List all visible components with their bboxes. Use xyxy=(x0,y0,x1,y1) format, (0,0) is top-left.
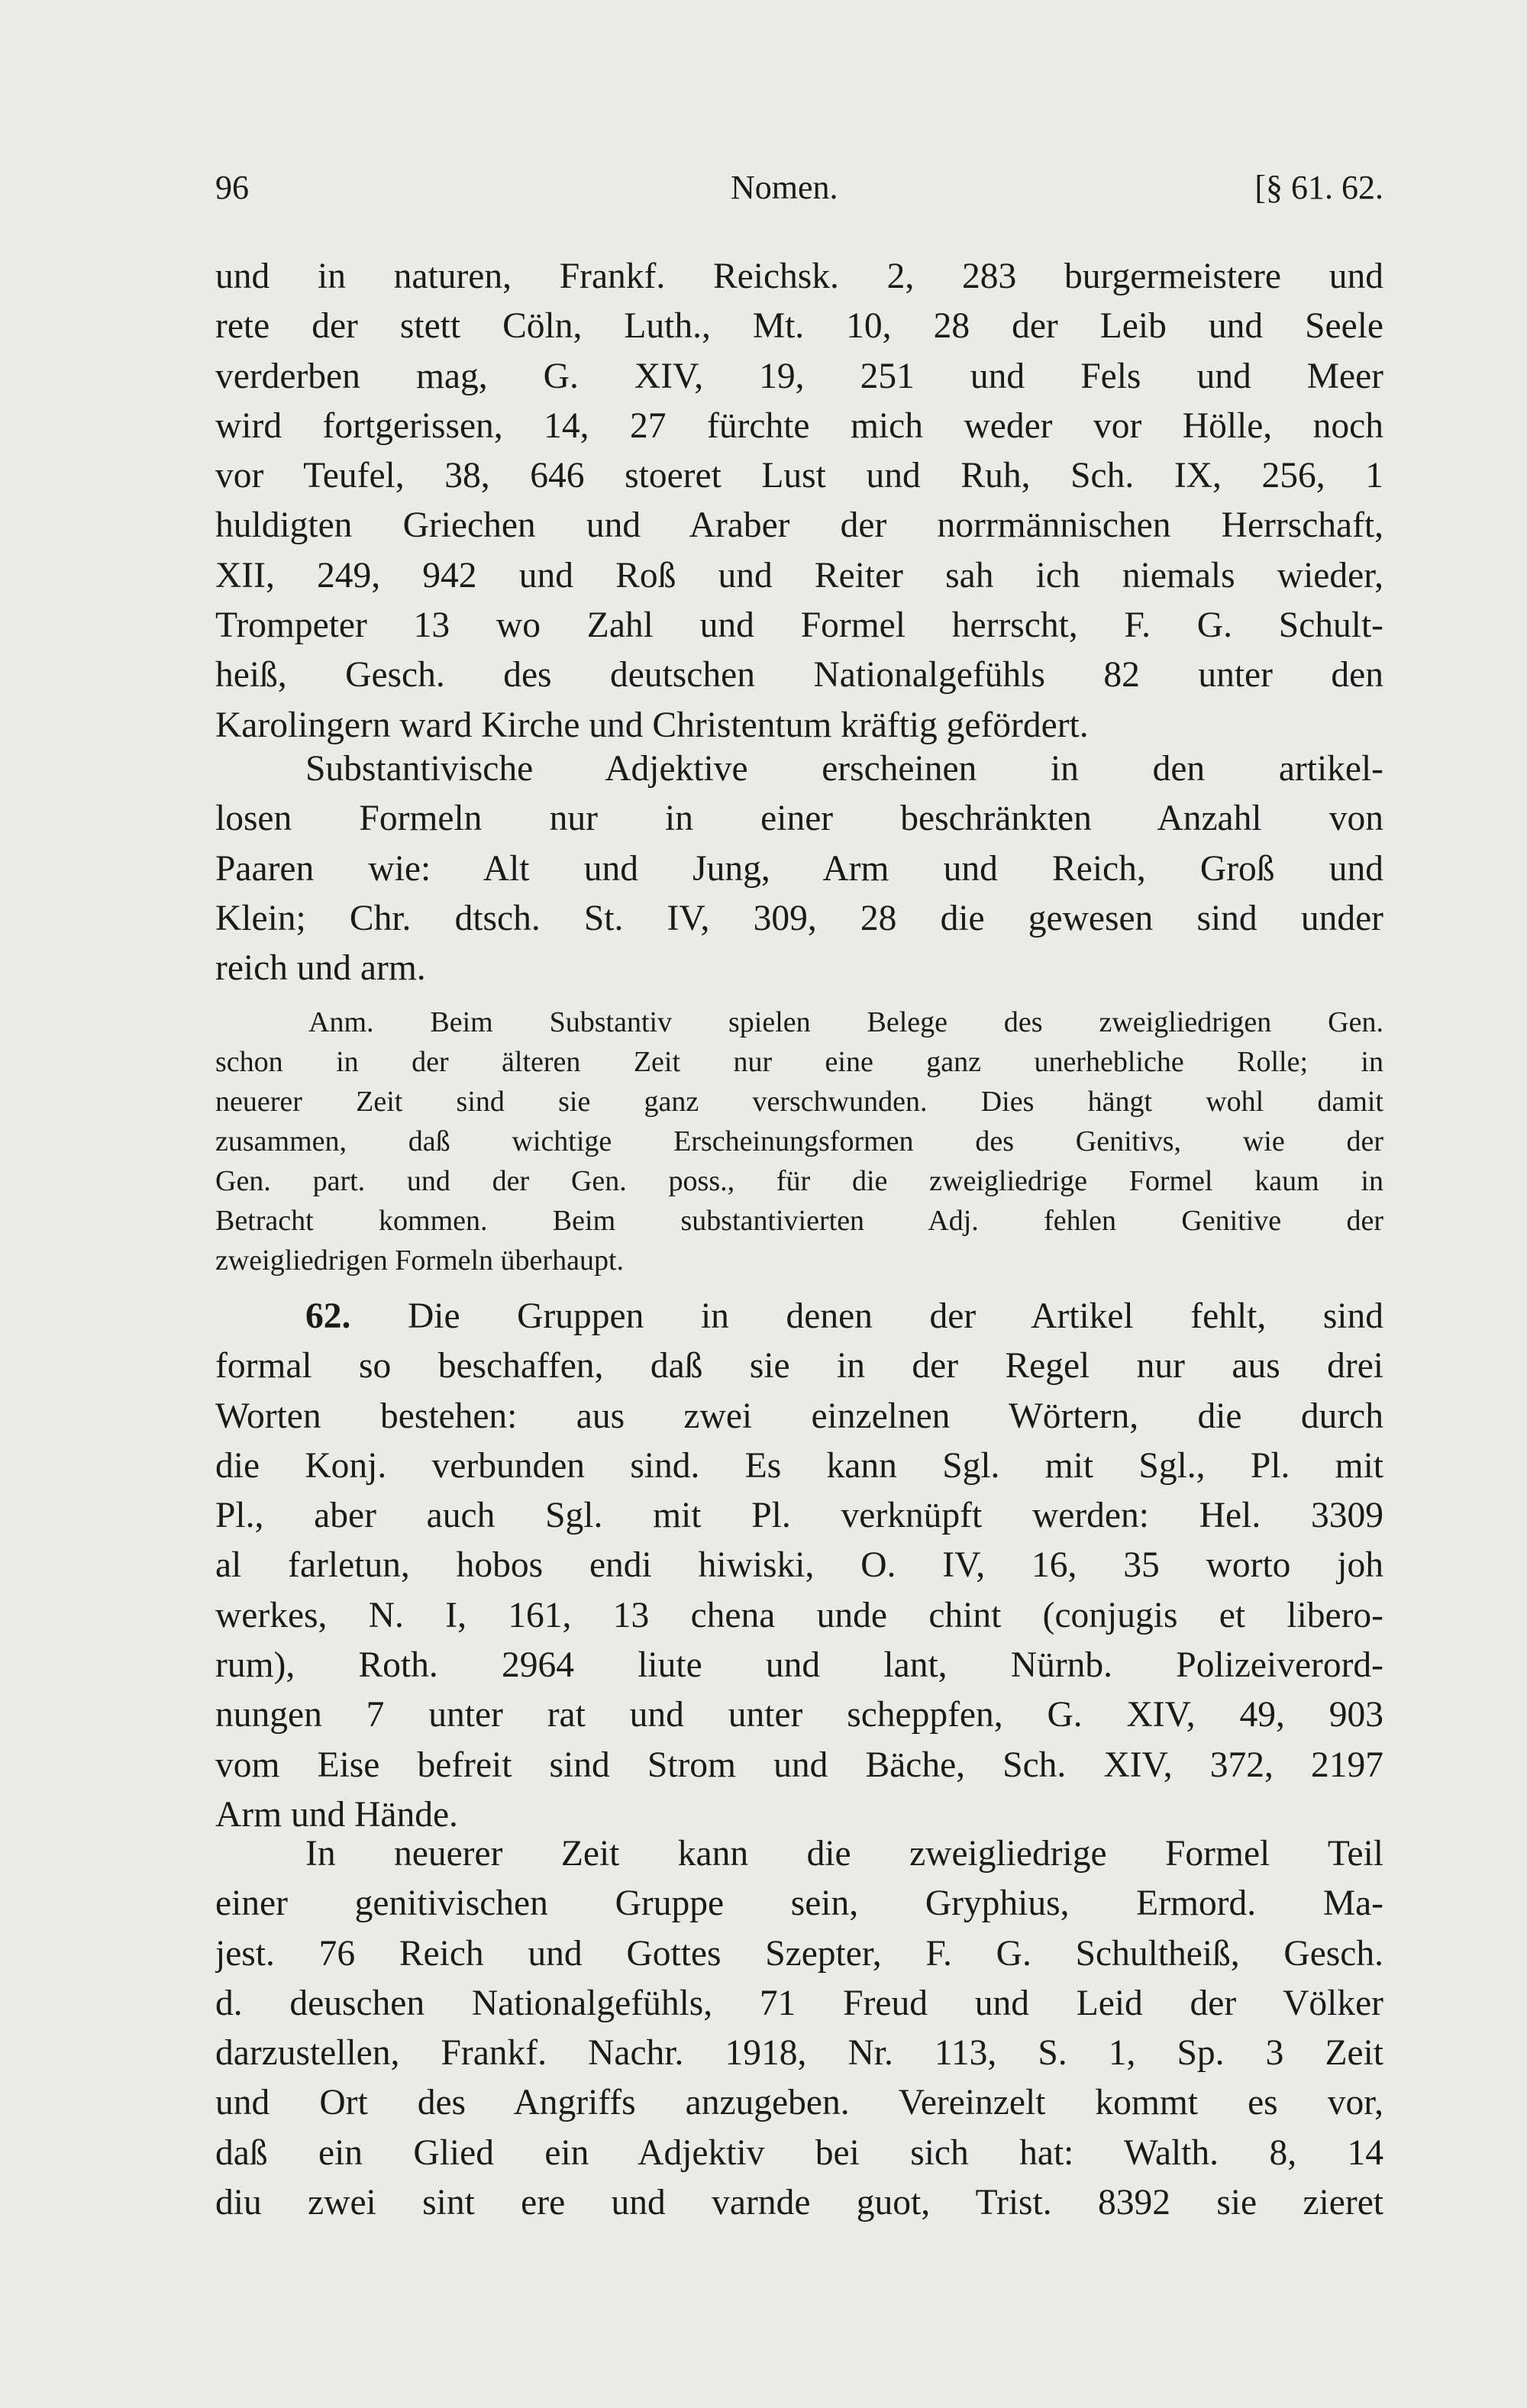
text-line: Arm und Hände. xyxy=(215,1794,458,1835)
page-header xyxy=(215,168,1383,214)
text-line: diu zwei sint ere und varnde guot, Trist. 8392 sie zieret xyxy=(215,2183,1383,2223)
text-line: rum), Roth. 2964 liute und lant, Nürnb. Polizeiverord- xyxy=(215,1645,1383,1686)
text-line: In neuerer Zeit kann die zweigliedrige Formel Teil xyxy=(305,1834,1383,1874)
note-line: Gen. part. und der Gen. poss., für die zweigliedrige Formel kaum in xyxy=(215,1165,1383,1197)
text-line: und Ort des Angriffs anzugeben. Vereinzelt kommt es vor, xyxy=(215,2083,1383,2123)
text-line: wird fortgerissen, 14, 27 fürchte mich weder vor Hölle, noch xyxy=(215,405,1383,446)
section-62 xyxy=(215,1292,1383,1840)
text-line: Klein; Chr. dtsch. St. IV, 309, 28 die gewesen sind under xyxy=(215,898,1383,938)
note-line: Betracht kommen. Beim substantivierten Adj. fehlen Genitive der xyxy=(215,1205,1383,1237)
running-title: Nomen. xyxy=(731,169,838,206)
text-line: jest. 76 Reich und Gottes Szepter, F. G. Schultheiß, Gesch. xyxy=(215,1933,1383,1974)
paragraph-2 xyxy=(215,744,1383,993)
text-line: rete der stett Cöln, Luth., Mt. 10, 28 der Leib und Seele xyxy=(215,306,1383,347)
text-line: huldigten Griechen und Araber der norrmännischen Herrschaft, xyxy=(215,505,1383,546)
text-line: Substantivische Adjektive erscheinen in den artikel- xyxy=(305,749,1383,789)
page-number: 96 xyxy=(215,169,249,206)
section-reference: [§ 61. 62. xyxy=(1254,169,1383,206)
text-line: einer genitivischen Gruppe sein, Gryphius, Ermord. Ma- xyxy=(215,1883,1383,1924)
text-line: Trompeter 13 wo Zahl und Formel herrscht, F. G. Schult- xyxy=(215,605,1383,646)
note-line: schon in der älteren Zeit nur eine ganz unerhebliche Rolle; in xyxy=(215,1046,1383,1078)
text-line: Worten bestehen: aus zwei einzelnen Wörtern, die durch xyxy=(215,1396,1383,1436)
text-line: al farletun, hobos endi hiwiski, O. IV, 16, 35 worto joh xyxy=(215,1545,1383,1586)
text-line: heiß, Gesch. des deutschen Nationalgefühls 82 unter den xyxy=(215,655,1383,696)
text-line: vom Eise befreit sind Strom und Bäche, Sch. XIV, 372, 2197 xyxy=(215,1745,1383,1785)
text-line: darzustellen, Frankf. Nachr. 1918, Nr. 113, S. 1, Sp. 3 Zeit xyxy=(215,2033,1383,2074)
text-line: vor Teufel, 38, 646 stoeret Lust und Ruh, Sch. IX, 256, 1 xyxy=(215,456,1383,496)
text-line: formal so beschaffen, daß sie in der Regel nur aus drei xyxy=(215,1346,1383,1386)
note-line: Anm. Beim Substantiv spielen Belege des zweigliedrigen Gen. xyxy=(308,1006,1383,1038)
section-first-line: Die Gruppen in denen der Artikel fehlt, sind xyxy=(407,1296,1383,1336)
text-line xyxy=(215,1292,1383,1341)
text-line: d. deuschen Nationalgefühls, 71 Freud und Leid der Völker xyxy=(215,1983,1383,2023)
note-line: neuerer Zeit sind sie ganz verschwunden. Dies hängt wohl damit xyxy=(215,1086,1383,1118)
text-line: reich und arm. xyxy=(215,948,426,989)
text-line: daß ein Glied ein Adjektiv bei sich hat: Walth. 8, 14 xyxy=(215,2132,1383,2173)
text-line: XII, 249, 942 und Roß und Reiter sah ich niemals wieder, xyxy=(215,555,1383,596)
text-line: Pl., aber auch Sgl. mit Pl. verknüpft werden: Hel. 3309 xyxy=(215,1496,1383,1536)
section-number: 62. xyxy=(305,1296,351,1336)
text-line: Karolingern ward Kirche und Christentum kräftig gefördert. xyxy=(215,705,1089,745)
text-line: und in naturen, Frankf. Reichsk. 2, 283 burgermeistere und xyxy=(215,257,1383,296)
text-line: werkes, N. I, 161, 13 chena unde chint (conjugis et libero- xyxy=(215,1595,1383,1635)
annotation-note xyxy=(215,1002,1383,1280)
note-line: zweigliedrigen Formeln überhaupt. xyxy=(215,1244,625,1277)
text-line: nungen 7 unter rat und unter scheppfen, G. XIV, 49, 903 xyxy=(215,1695,1383,1735)
text-line: losen Formeln nur in einer beschränkten Anzahl von xyxy=(215,799,1383,839)
text-line: Paaren wie: Alt und Jung, Arm und Reich, Groß und xyxy=(215,848,1383,889)
paragraph-1 xyxy=(215,252,1383,750)
note-line: zusammen, daß wichtige Erscheinungsformen des Genitivs, wie der xyxy=(215,1125,1383,1157)
text-line: die Konj. verbunden sind. Es kann Sgl. mit Sgl., Pl. mit xyxy=(215,1445,1383,1486)
text-line: verderben mag, G. XIV, 19, 251 und Fels und Meer xyxy=(215,356,1383,396)
paragraph-4 xyxy=(215,1829,1383,2228)
